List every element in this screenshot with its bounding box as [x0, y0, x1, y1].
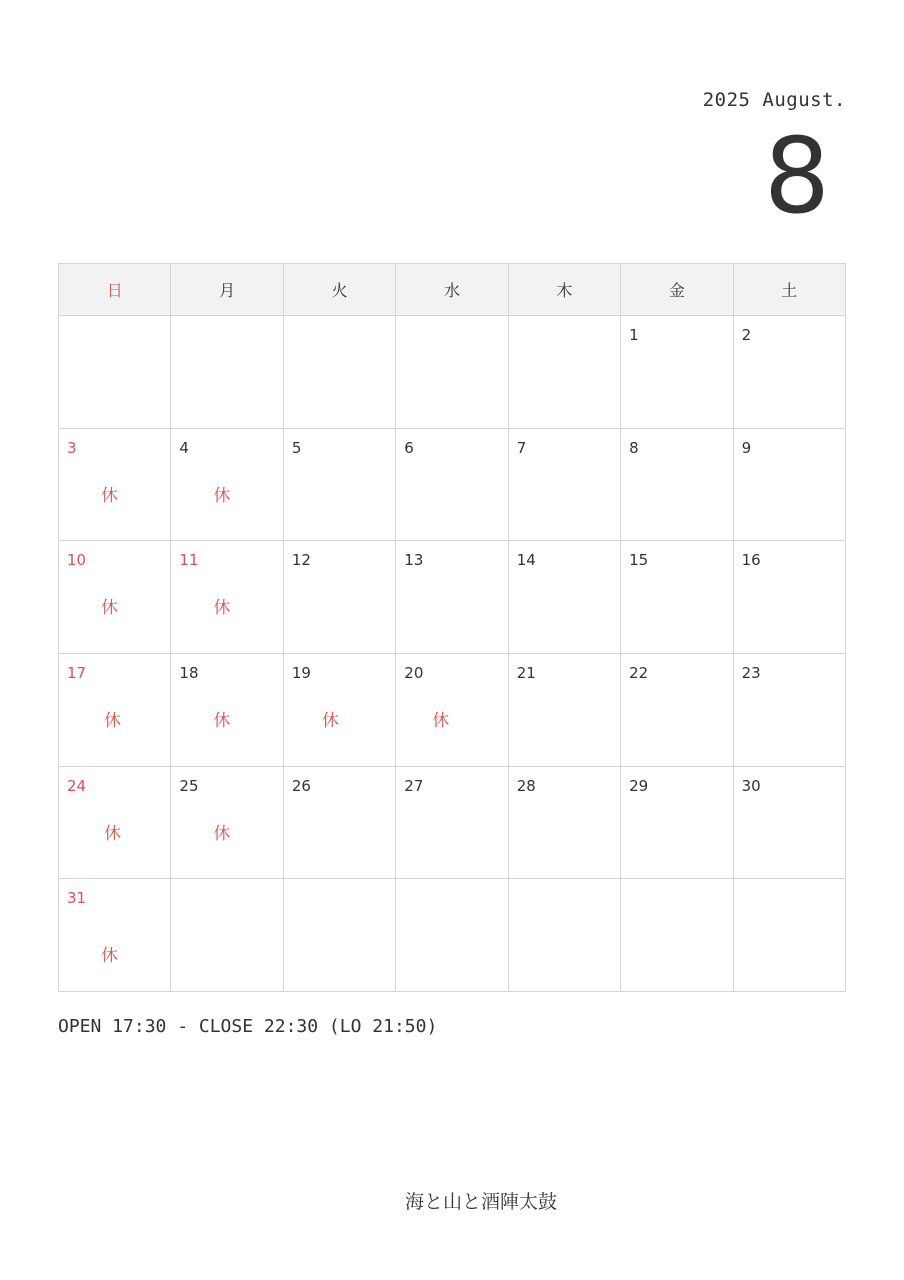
weekday-sun: 日 [59, 264, 171, 316]
weekday-wed: 水 [396, 264, 508, 316]
day-cell [734, 879, 846, 992]
day-number: 5 [291, 438, 302, 457]
business-hours: OPEN 17:30 - CLOSE 22:30 (LO 21:50) [58, 1016, 438, 1037]
day-cell [171, 767, 283, 880]
day-cell [284, 541, 396, 654]
day-cell [59, 429, 171, 542]
day-number: 25 [179, 776, 199, 795]
day-number: 20 [404, 663, 424, 682]
shop-name: 海と山と酒陣太鼓 [404, 1191, 557, 1213]
day-cell [171, 429, 283, 542]
day-number: 13 [404, 551, 424, 570]
day-number: 29 [629, 776, 649, 795]
day-cell [59, 316, 171, 429]
day-cell [509, 316, 621, 429]
closed-mark: 休 [101, 598, 118, 619]
day-cell [509, 654, 621, 767]
day-cell [509, 767, 621, 880]
closed-mark: 休 [213, 485, 231, 506]
day-number: 19 [291, 663, 311, 682]
month-number: 8 [763, 115, 830, 237]
day-cell [171, 316, 283, 429]
closed-mark: 休 [104, 710, 121, 731]
day-number: 30 [741, 776, 761, 795]
day-number: 31 [67, 889, 87, 908]
weekday-mon: 月 [171, 264, 283, 316]
day-number: 21 [516, 663, 536, 682]
day-cell [734, 316, 846, 429]
day-cell [396, 879, 508, 992]
weekday-thu: 木 [509, 264, 621, 316]
day-cell [621, 316, 733, 429]
day-number: 7 [516, 438, 527, 457]
day-cell [59, 767, 171, 880]
day-number: 27 [404, 776, 424, 795]
day-cell [284, 767, 396, 880]
closed-mark: 休 [213, 823, 231, 844]
weekday-tue: 火 [284, 264, 396, 316]
calendar-grid [58, 263, 846, 992]
day-cell [734, 654, 846, 767]
day-cell [284, 879, 396, 992]
day-cell [621, 429, 733, 542]
day-cell [396, 429, 508, 542]
day-cell [396, 316, 508, 429]
day-cell [734, 429, 846, 542]
day-cell [734, 767, 846, 880]
day-number: 22 [629, 663, 649, 682]
day-number: 10 [67, 551, 87, 570]
day-number: 1 [629, 326, 639, 344]
day-number: 26 [291, 776, 311, 795]
day-cell [171, 879, 283, 992]
day-cell [284, 654, 396, 767]
day-number: 16 [741, 551, 761, 570]
day-cell [396, 767, 508, 880]
closed-mark: 休 [101, 946, 118, 967]
day-cell [59, 541, 171, 654]
day-cell [396, 654, 508, 767]
day-cell [396, 541, 508, 654]
closed-mark: 休 [104, 823, 121, 844]
day-number: 6 [404, 438, 414, 457]
day-number: 17 [67, 663, 87, 682]
day-number: 4 [179, 438, 189, 457]
day-cell [284, 429, 396, 542]
closed-mark: 休 [432, 710, 450, 731]
day-cell [621, 541, 733, 654]
day-cell [59, 654, 171, 767]
weekday-fri: 金 [621, 264, 733, 316]
day-number: 3 [67, 438, 77, 457]
day-cell [509, 429, 621, 542]
day-cell [509, 879, 621, 992]
day-cell [171, 654, 283, 767]
day-number: 28 [516, 776, 536, 795]
day-number: 2 [741, 326, 752, 344]
day-cell [59, 879, 171, 992]
day-number: 8 [629, 438, 639, 457]
day-number: 14 [516, 551, 536, 570]
month-year-label: 2025 August. [702, 89, 846, 111]
day-number: 11 [179, 551, 199, 570]
closed-mark: 休 [101, 485, 118, 506]
day-number: 23 [741, 663, 761, 682]
day-cell [509, 541, 621, 654]
closed-mark: 休 [213, 598, 231, 619]
day-number: 24 [67, 776, 87, 795]
day-number: 12 [291, 551, 311, 570]
day-cell [171, 541, 283, 654]
day-cell [734, 541, 846, 654]
closed-mark: 休 [321, 710, 339, 731]
day-number: 18 [179, 663, 199, 682]
day-cell [621, 654, 733, 767]
day-number: 15 [629, 551, 649, 570]
day-cell [621, 767, 733, 880]
day-number: 9 [741, 438, 752, 457]
day-cell [284, 316, 396, 429]
day-cell [621, 879, 733, 992]
closed-mark: 休 [213, 710, 231, 731]
weekday-sat: 土 [734, 264, 846, 316]
